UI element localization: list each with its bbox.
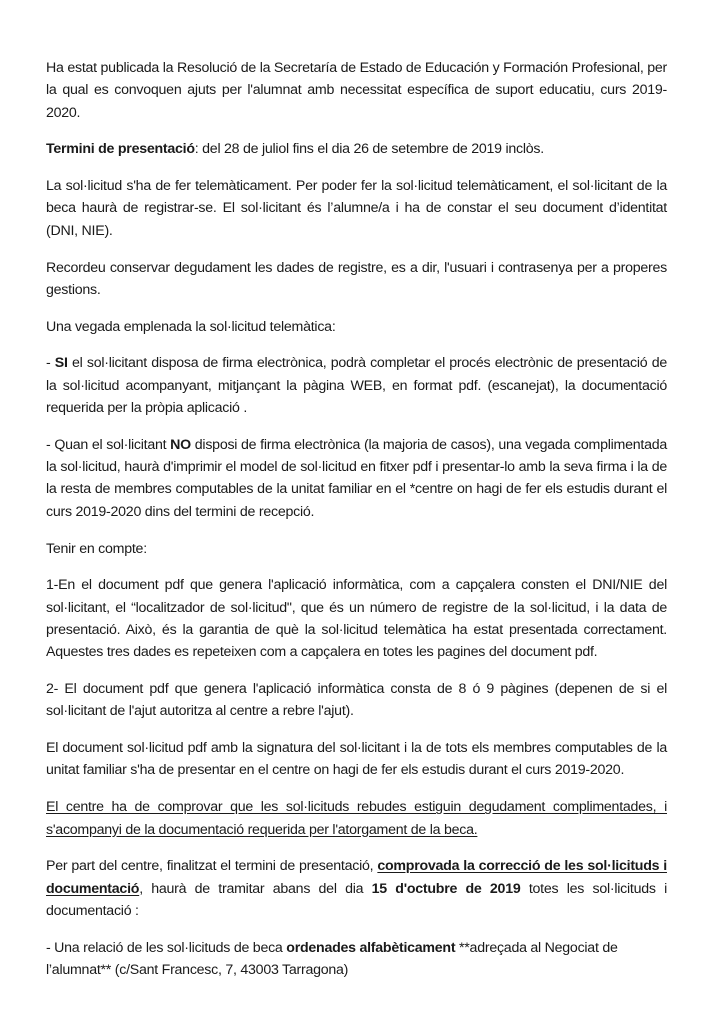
note-1-paragraph: 1-En el document pdf que genera l'aplicació informàtica, com a capçalera consten el DNI/NIE del sol·licitant, el “localitzador de sol·licitud", que és un número de registre de la sol·licitud, i la data de presentació. Això, és la garantia de què la sol·licitud telemàtica ha estat presentada correctament. Aquestes tres dades es repeteixen com a capçalera en totes les pagines del document pdf. <box>46 577 667 661</box>
no-bold: NO <box>170 436 191 453</box>
electronic-signature-no-paragraph <box>46 434 667 523</box>
once-filled-paragraph: Una vegada emplenada la sol·licitud telemàtica: <box>46 318 336 335</box>
note-heading: Tenir en compte: <box>46 540 147 557</box>
centre-check-paragraph <box>46 796 667 841</box>
deadline-text: : del 28 de juliol fins el dia 26 de setembre de 2019 inclòs. <box>194 141 544 158</box>
signature-paragraph: El document sol·licitud pdf amb la signatura del sol·licitant i la de tots els membres computables de la unitat familiar s'ha de presentar en el centre on hagi de fer els estudis durant el curs 2019-2020. <box>46 740 667 779</box>
si-text: el sol·licitant disposa de firma electrònica, podrà completar el procés electrònic de presentació de la sol·licitud acompanyant, mitjançant la pàgina WEB, en format pdf. (escanejat), la documentació requerida per la pròpia aplicació . <box>46 355 667 417</box>
document-page <box>46 57 667 996</box>
si-prefix: - <box>46 355 55 372</box>
electronic-signature-yes-paragraph <box>46 352 667 419</box>
centre-part-paragraph <box>46 855 667 922</box>
centre-part-bold-underlined: comprovada la correcció de les sol·licituds i documentació <box>46 858 667 897</box>
centre-part-date: 15 d'octubre de 2019 <box>371 880 521 897</box>
centre-check-underlined: El centre ha de comprovar que les sol·licituds rebudes estiguin degudament complimentades, i s'acompanyi de la documentació requerida per l'atorgament de la beca. <box>46 799 667 838</box>
deadline-label: Termini de presentació <box>46 141 195 158</box>
no-text: disposi de firma electrònica (la majoria de casos), una vegada complimentada la sol·licitud, haurà d'imprimir el model de sol·licitud en fitxer pdf i presentar-lo amb la seva firma i la de la resta de membres computables de la unitat familiar en el *centre on hagi de fer els estudis durant el curs 2019-2020 dins del termini de recepció. <box>46 436 667 520</box>
relation-text-2: **adreçada al Negociat de l’alumnat** (c/Sant Francesc, 7, 43003 Tarragona) <box>46 939 618 978</box>
telematic-paragraph: La sol·licitud s'ha de fer telemàticament. Per poder fer la sol·licitud telemàticament, el sol·licitant de la beca haurà de registrar-se. El sol·licitant és l’alumne/a i ha de constar el seu document d’identitat (DNI, NIE). <box>46 178 667 239</box>
relation-bold: ordenades alfabèticament <box>286 939 456 956</box>
deadline-paragraph <box>46 138 667 160</box>
centre-part-text-2: , haurà de tramitar abans del dia <box>139 880 372 897</box>
si-bold: SI <box>54 355 68 372</box>
remember-paragraph: Recordeu conservar degudament les dades de registre, es a dir, l'usuari i contrasenya per a properes gestions. <box>46 259 667 298</box>
relation-paragraph <box>46 937 667 982</box>
centre-part-text-3: totes les sol·licituds i documentació : <box>46 880 667 919</box>
relation-text-1: - Una relació de les sol·licituds de beca <box>46 939 287 956</box>
no-prefix: - Quan el sol·licitant <box>46 436 171 453</box>
note-2-paragraph: 2- El document pdf que genera l'aplicació informàtica consta de 8 ó 9 pàgines (depenen de si el sol·licitant de l'ajut autoritza al centre a rebre l'ajut). <box>46 681 667 720</box>
centre-part-text-1: Per part del centre, finalitzat el termini de presentació, <box>46 858 378 875</box>
intro-paragraph: Ha estat publicada la Resolució de la Secretaría de Estado de Educación y Formación Profesional, per la qual es convoquen ajuts per l'alumnat amb necessitat específica de suport educatiu, curs 2019-2020. <box>46 60 667 121</box>
